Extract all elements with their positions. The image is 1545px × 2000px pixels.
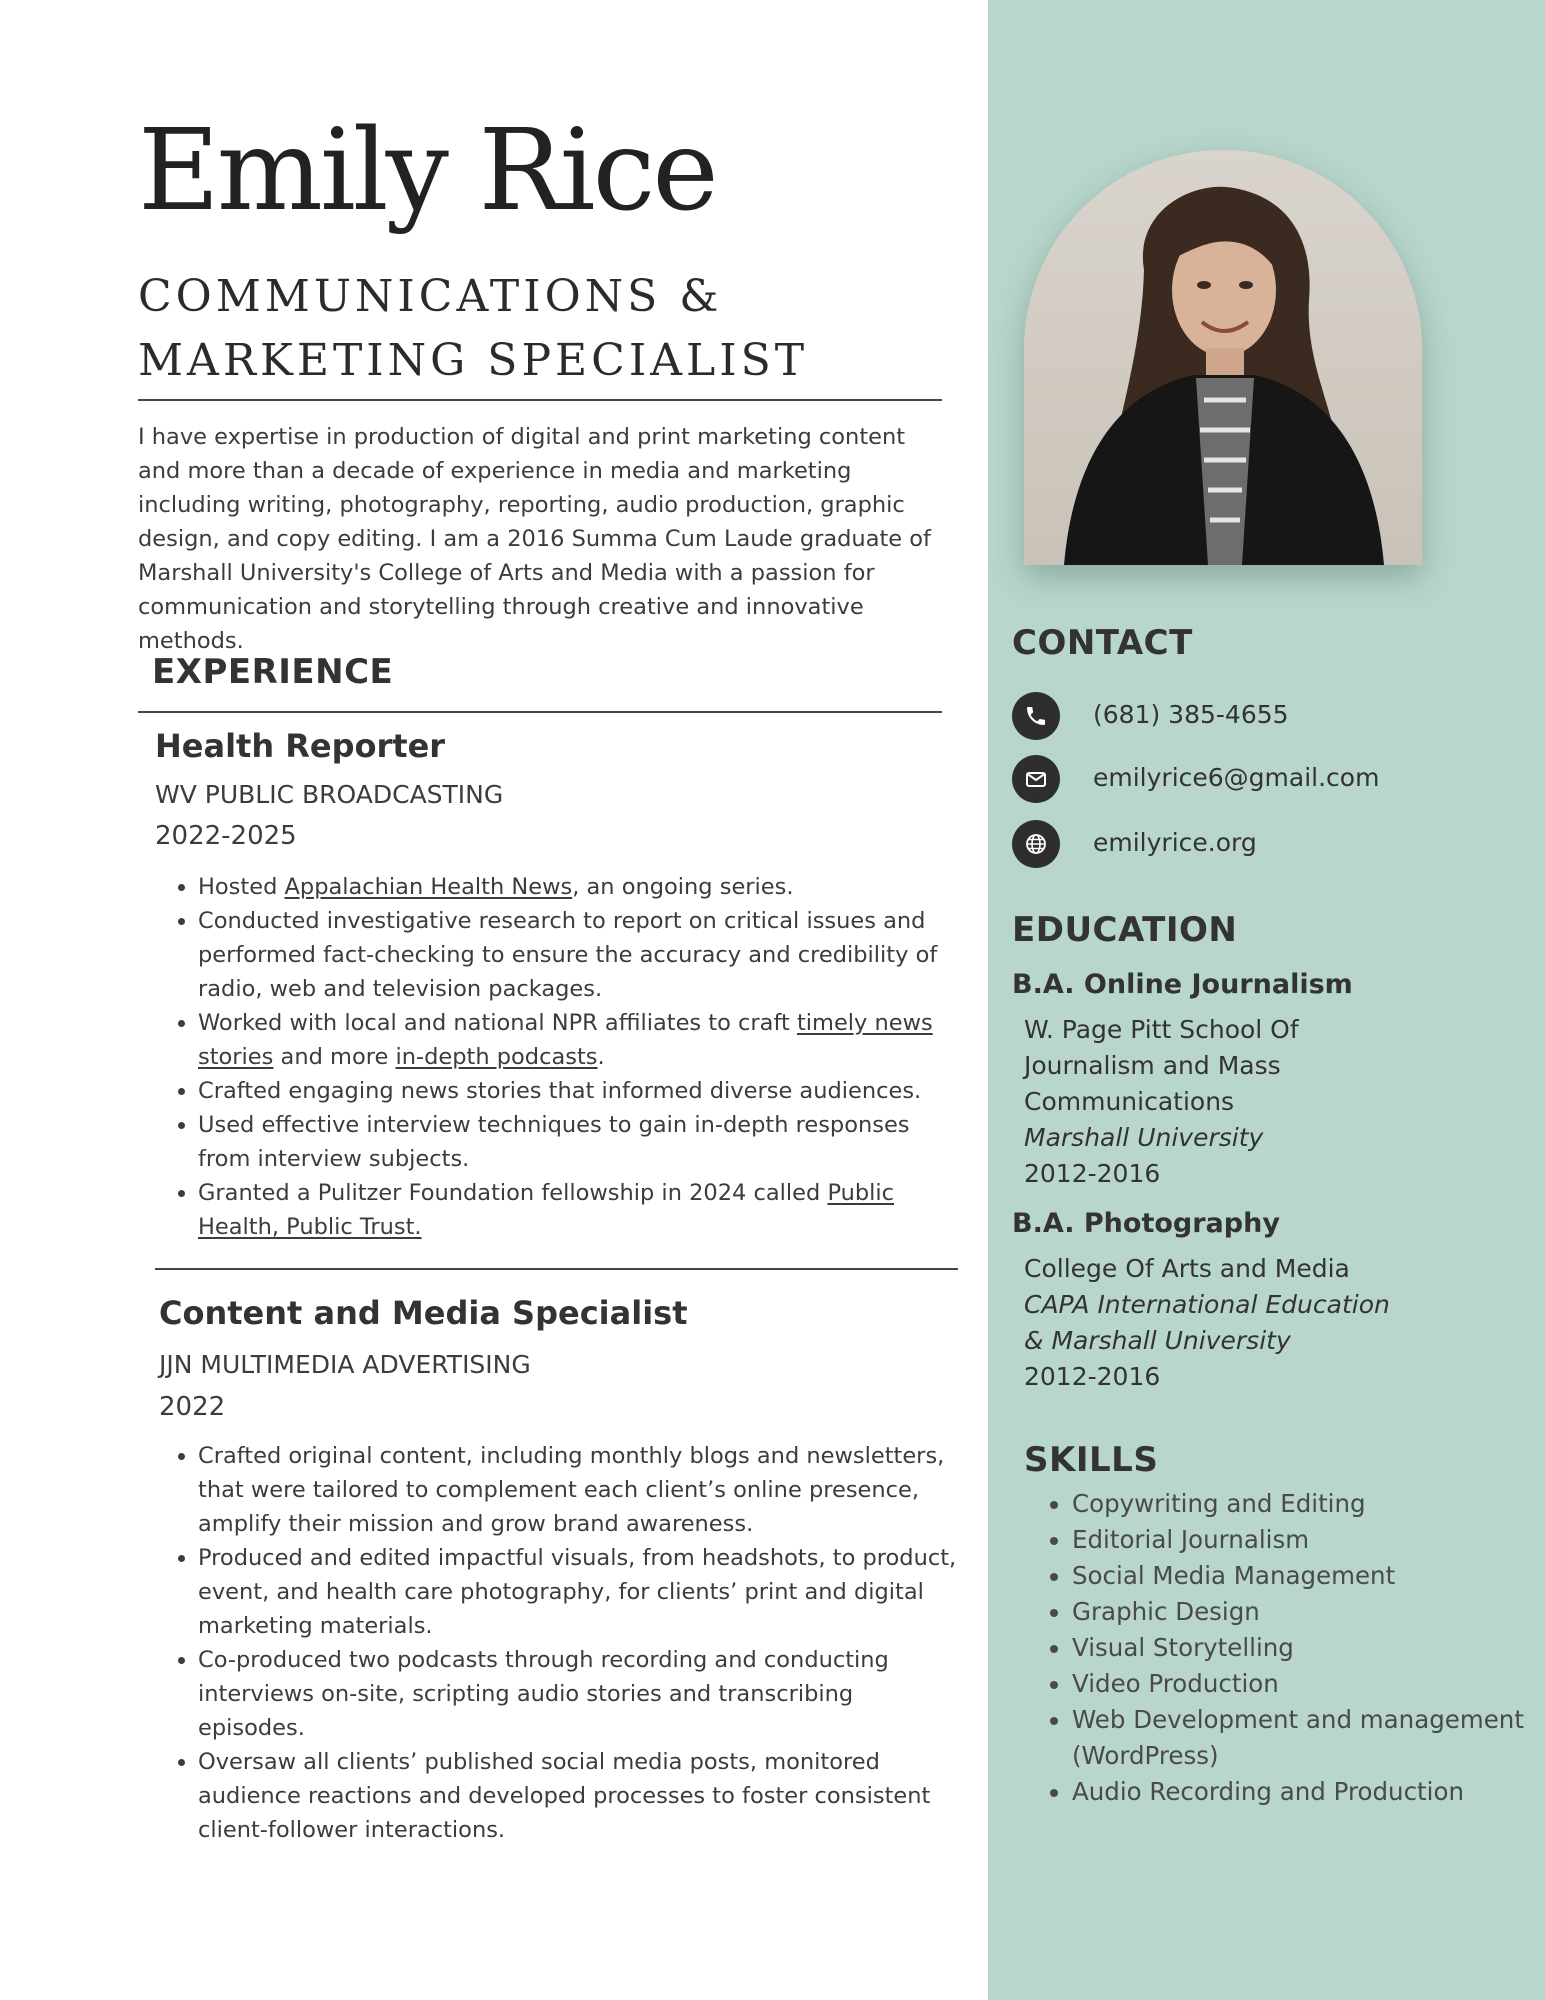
job-title-heading bbox=[138, 265, 958, 393]
profile-photo bbox=[1024, 150, 1422, 565]
timely-news-stories-link[interactable]: timely news stories bbox=[198, 1010, 933, 1070]
list-item: • Web Development and management (WordPress) bbox=[1072, 1702, 1545, 1774]
contact-heading: CONTACT bbox=[1012, 623, 1193, 663]
experience-heading: EXPERIENCE bbox=[152, 652, 394, 692]
job-1-company: WV PUBLIC BROADCASTING bbox=[155, 780, 504, 809]
list-item: • Audio Recording and Production bbox=[1072, 1774, 1545, 1810]
list-item: • Oversaw all clients’ published social media posts, monitored audience reactions and developed processes to foster consistent client-follower interactions. bbox=[198, 1745, 958, 1847]
contact-email bbox=[1012, 755, 1512, 803]
job-1-years: 2022-2025 bbox=[155, 821, 297, 851]
degree-1-title: B.A. Online Journalism bbox=[1012, 969, 1353, 1000]
phone-icon bbox=[1012, 692, 1060, 740]
skills-list bbox=[1024, 1486, 1545, 1810]
job-1-title: Health Reporter bbox=[155, 727, 446, 765]
job-2-years: 2022 bbox=[159, 1392, 226, 1422]
in-depth-podcasts-link[interactable]: in-depth podcasts bbox=[395, 1044, 598, 1070]
job-2-company: JJN MULTIMEDIA ADVERTISING bbox=[159, 1350, 531, 1379]
experience-divider bbox=[138, 711, 942, 713]
skills-heading: SKILLS bbox=[1024, 1440, 1159, 1480]
contact-phone bbox=[1012, 692, 1512, 740]
email-address[interactable]: emilyrice6@gmail.com bbox=[1093, 763, 1380, 792]
portrait-image bbox=[1024, 150, 1422, 565]
mail-icon bbox=[1012, 755, 1060, 803]
education-heading: EDUCATION bbox=[1012, 910, 1238, 950]
job-2-bullets bbox=[155, 1439, 958, 1847]
degree-2-title: B.A. Photography bbox=[1012, 1208, 1280, 1239]
job-title-line-1: COMMUNICATIONS & bbox=[138, 271, 723, 322]
job-divider bbox=[155, 1268, 958, 1270]
header-divider bbox=[138, 399, 942, 401]
list-item: • Editorial Journalism bbox=[1072, 1522, 1545, 1558]
list-item: • Crafted engaging news stories that informed diverse audiences. bbox=[198, 1074, 958, 1108]
degree-1-institution: Marshall University bbox=[1024, 1123, 1264, 1152]
job-title-line-2: MARKETING SPECIALIST bbox=[138, 335, 809, 386]
list-item: • Used effective interview techniques to gain in-depth responses from interview subjects. bbox=[198, 1108, 958, 1176]
list-item: • Copywriting and Editing bbox=[1072, 1486, 1545, 1522]
globe-icon bbox=[1012, 820, 1060, 868]
appalachian-health-news-link[interactable]: Appalachian Health News bbox=[284, 874, 573, 900]
list-item: • Crafted original content, including monthly blogs and newsletters, that were tailored to complement each client’s online presence, amplify their mission and grow brand awareness. bbox=[198, 1439, 958, 1541]
phone-number[interactable]: (681) 385-4655 bbox=[1093, 700, 1289, 729]
degree-2-institution-1: CAPA International Education bbox=[1024, 1290, 1390, 1319]
list-item: • Hosted Appalachian Health News, an ongoing series. bbox=[198, 870, 958, 904]
contact-website bbox=[1012, 820, 1512, 868]
list-item: • Video Production bbox=[1072, 1666, 1545, 1702]
degree-2-details: College Of Arts and Media CAPA International Education & Marshall University 2012-2016 bbox=[1024, 1251, 1454, 1395]
list-item: • Visual Storytelling bbox=[1072, 1630, 1545, 1666]
list-item: • Conducted investigative research to report on critical issues and performed fact-checking to ensure the accuracy and credibility of radio, web and television packages. bbox=[198, 904, 958, 1006]
list-item: • Worked with local and national NPR affiliates to craft timely news stories and more in-depth podcasts. bbox=[198, 1006, 958, 1074]
degree-2-years: 2012-2016 bbox=[1024, 1362, 1161, 1391]
list-item: • Graphic Design bbox=[1072, 1594, 1545, 1630]
public-health-public-trust-link[interactable]: Public Health, Public Trust. bbox=[198, 1180, 895, 1240]
degree-1-details: W. Page Pitt School Of Journalism and Mass Communications Marshall University 2012-2016 bbox=[1024, 1012, 1454, 1192]
candidate-name: Emily Rice bbox=[138, 106, 716, 236]
degree-1-years: 2012-2016 bbox=[1024, 1159, 1161, 1188]
list-item: • Co-produced two podcasts through recording and conducting interviews on-site, scripting audio stories and transcribing episodes. bbox=[198, 1643, 958, 1745]
list-item: • Granted a Pulitzer Foundation fellowship in 2024 called Public Health, Public Trust. bbox=[198, 1176, 958, 1244]
list-item: • Produced and edited impactful visuals, from headshots, to product, event, and health care photography, for clients’ print and digital marketing materials. bbox=[198, 1541, 958, 1643]
job-2-title: Content and Media Specialist bbox=[159, 1294, 688, 1332]
degree-2-institution-2: & Marshall University bbox=[1024, 1326, 1291, 1355]
job-1-bullets bbox=[155, 870, 958, 1244]
website-url[interactable]: emilyrice.org bbox=[1093, 828, 1257, 857]
profile-summary: I have expertise in production of digital and print marketing content and more than a decade of experience in media and marketing including writing, photography, reporting, audio production, graphic design, and copy editing. I am a 2016 Summa Cum Laude graduate of Marshall University's College of Arts and Media with a passion for communication and storytelling through creative and innovative methods. bbox=[138, 424, 931, 654]
list-item: • Social Media Management bbox=[1072, 1558, 1545, 1594]
